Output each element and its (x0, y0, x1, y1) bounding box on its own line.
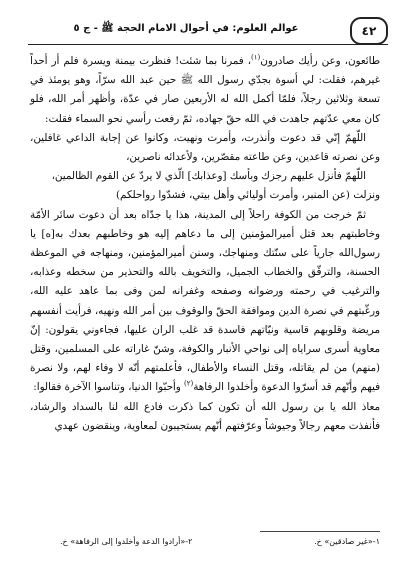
text-line: يا رسول‌الله جارياً على سنّتك ومنهاجك، وسنن أميرالمؤمنين، ومنهاجه في (30, 227, 380, 260)
text-line: فأعلمتهم أنّه لا وفاء لهم، ولا نصرة فيهم وأنّهم قد أسرّوا الدعوة وأخلدوا (30, 362, 380, 394)
text-line: فأنفذت معهم رجالاً وجيوشاً وعرّفتهم أنّهم يستجيبون لمعاوية، وينقضون عهدي (54, 419, 380, 432)
body-text (30, 52, 380, 436)
paragraph-6 (30, 398, 380, 436)
paragraph-4 (30, 186, 380, 205)
paragraph-3 (30, 167, 380, 186)
text-line: كان معي عدّتهم جاهدت في الله حقّ جهاده، ثمّ رفعت رأسي نحو السماء فقلت: (44, 112, 380, 125)
text-line: الموعظة الحسنة، والترقّق والخطاب الجميل، والتخويف بالله والتحذير من (30, 247, 380, 279)
footnote-2: ٢-«أرادوا الدعة وأخلدوا إلى الرفاهة» خ. (60, 537, 193, 546)
footnotes (60, 537, 380, 546)
text-line: سخطه وعذابه، والترغيب في رحمته ورضوانه وصفحه وغفرانه لمن وفى بما (30, 266, 381, 298)
paragraph-1 (30, 52, 380, 129)
page-number: ٤٢ (350, 17, 388, 45)
text-line: وأحبّوا الدنيا، وتناسوا الآخرة فقالوا: (33, 381, 185, 394)
text-line: فجاءوني يقولون: إنّ معاوية أسرى سراياه إلى نواحي الأنبار والكوفة، وشنّ (30, 323, 380, 356)
page-header (28, 20, 388, 42)
text-line: الرفاهة (193, 381, 224, 394)
text-line: اللّهمّ فأنزل عليهم رجزك وبأسك [وعذابك] الّذي لا يردّ عن القوم الظالمين، (51, 170, 366, 183)
running-head: عوالم العلوم: في أحوال الامام الحجة ﷺ - ج ٥ (73, 23, 299, 34)
text-line: معاذ الله يا بن رسول الله أن تكون كما ذكرت فادع الله لنا بالسداد والرشاد، (30, 400, 380, 413)
text-line: تسعة وثلاثين رجلاً، فلمّا أكمل الله له الأربعين صار في عدّة، وأظهر أمر الله، فلو (30, 93, 380, 106)
text-line: غيرهم، فقلت: لي أسوة بجدّي رسول الله ﷺ حين عبد الله سرّاً، وهو يومئذ في (30, 74, 380, 87)
footnote-rule (260, 531, 380, 532)
text-line: اللّهمّ إنّي قد دعوت وأنذرت، وأمرت ونهيت، وكانوا عن إجابة الداعي (66, 131, 366, 144)
text-line: ونهيه، فرأيت أنفسهم مريضة وقلوبهم قاسية ونيّاتهم فاسدة قد غلب الران عليها، (30, 304, 380, 336)
text-line: ، فمرنا بما شئت! فنظرت بيمنة ويسرة فلم أر أحداً (30, 55, 252, 67)
footnote-ref-1: (١) (251, 53, 261, 62)
text-line: طائعون، وعن رأيك صادرون (260, 55, 381, 67)
footnote-ref-2: (٢) (184, 380, 194, 389)
text-line: غاراته على المسلمين، وقتل (منهم) من لم يقاتله، وقتل النساء والأطفال، (30, 343, 380, 375)
header-rule (28, 44, 388, 45)
paragraph-5 (30, 206, 380, 398)
text-line: عاهد عليه الله، ورغّبتهم في نصرة الدين وموافقة الحقّ والوقوف بين أمر الله (30, 285, 380, 317)
paragraph-2 (30, 129, 380, 167)
text-line: غافلين، وعن نصرته قاعدين، وعن طاعته مقصّرين، ولأعدائه ناصرين، (30, 131, 380, 164)
footnote-1: ١-«غير صادقين» خ. (314, 537, 380, 546)
text-line: ثمّ خرجت من الكوفة راحلاً إلى المدينة، هذا يا جدّاه بعد أن دعوت سائر (54, 208, 366, 221)
text-line: ونزلت (عن المنبر، وأمرت أوليائي وأهل بيتي، فشدّوا رواحلكم) (115, 189, 380, 202)
text-line: الأمّة وخاطبتهم بعد قتل أميرالمؤمنين إلى ما دعاهم إليه هو وخاطبهم بعدك به[ه] (30, 208, 380, 240)
